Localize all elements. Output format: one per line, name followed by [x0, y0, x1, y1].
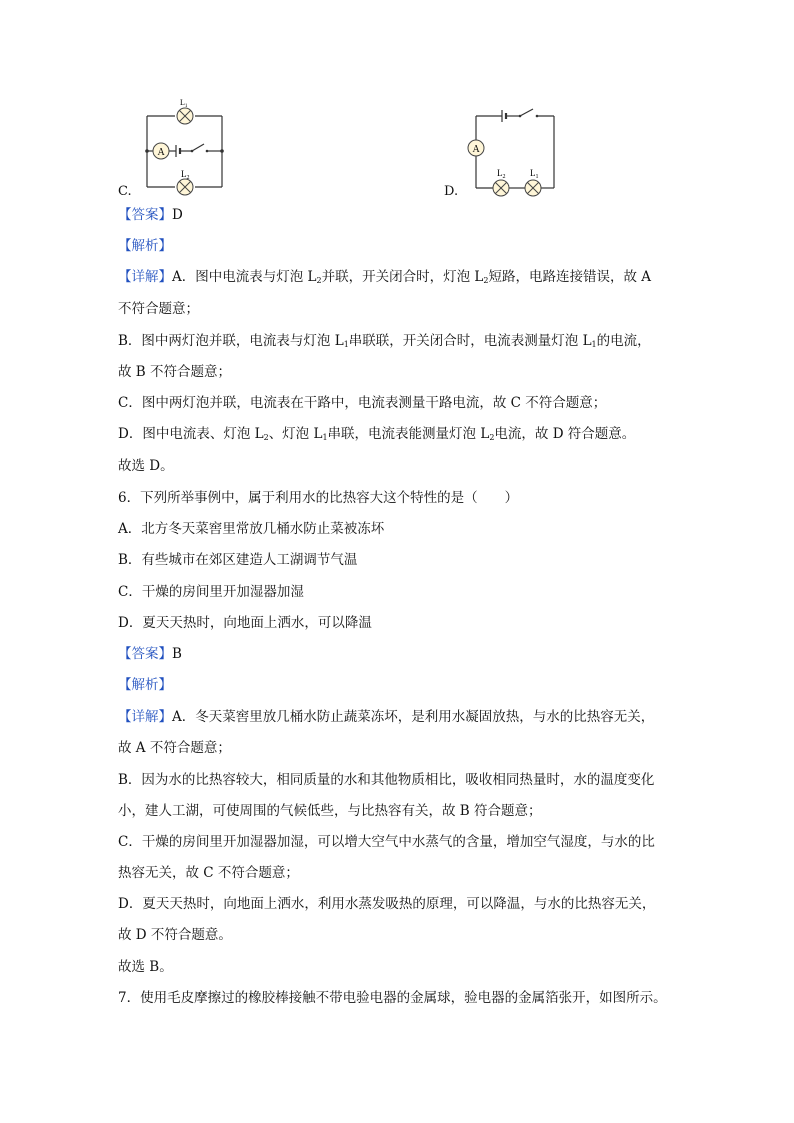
- q6-detail-d-line1: D．夏天天热时，向地面上洒水，利用水蒸发吸热的原理，可以降温，与水的比热容无关，: [118, 896, 656, 912]
- circuit-diagram-c: [118, 96, 258, 201]
- circuit-diagram-d: [444, 96, 584, 201]
- lamp-l2-label: $L_2$: [181, 169, 190, 181]
- figure-d-option-label: D.: [444, 184, 459, 199]
- q5-detail-b-line2: 故 B 不符合题意；: [118, 364, 232, 380]
- q5-detail-d-line1: D．图中电流表、灯泡 $L_2$、灯泡 $L_1$串联，电流表能测量灯泡 $L_2$电流，故 D 符合题意。: [118, 426, 636, 442]
- q6-analysis-tag: 【解析】: [118, 677, 172, 693]
- q5-detail-a-line1: 【详解】A．图中电流表与灯泡 $L_2$并联，开关闭合时，灯泡 $L_2$短路，电路连接错误，故 A: [118, 269, 652, 285]
- q7-stem: 7．使用毛皮摩擦过的橡胶棒接触不带电验电器的金属球，验电器的金属箔张开，如图所示。: [118, 990, 667, 1006]
- q6-option-c: C．干燥的房间里开加湿器加湿: [118, 584, 304, 600]
- q6-detail-a-line2: 故 A 不符合题意；: [118, 740, 231, 756]
- q5-detail-a-line2: 不符合题意；: [118, 301, 199, 317]
- figure-d: [444, 96, 584, 201]
- q6-option-d: D．夏天天热时，向地面上洒水，可以降温: [118, 615, 372, 631]
- q5-detail-b-line1: B．图中两灯泡并联，电流表与灯泡 $L_1$串联联，开关闭合时，电流表测量灯泡 $L_1$的电流，: [118, 333, 651, 349]
- q6-detail-b-line1: B．因为水的比热容较大，相同质量的水和其他物质相比，吸收相同热量时，水的温度变化: [118, 772, 655, 788]
- q6-detail-c-line1: C．干燥的房间里开加湿器加湿，可以增大空气中水蒸气的含量，增加空气湿度，与水的比: [118, 834, 655, 850]
- svg-text:A: A: [157, 147, 165, 158]
- ammeter-icon: [153, 143, 169, 159]
- lamp-l1-label: $L_1$: [530, 168, 539, 180]
- lamp-l2-icon: [177, 179, 193, 195]
- q6-detail-d-line2: 故 D 不符合题意。: [118, 927, 232, 943]
- q6-conclusion: 故选 B。: [118, 959, 173, 975]
- q5-conclusion: 故选 D。: [118, 458, 174, 474]
- ammeter-icon: [468, 140, 484, 156]
- lamp-l1-label: $L_1$: [180, 98, 188, 109]
- svg-text:A: A: [472, 144, 480, 155]
- lamp-l1-icon: [525, 180, 541, 196]
- figure-c: [118, 96, 258, 201]
- q5-detail-c-line1: C．图中两灯泡并联，电流表在干路中，电流表测量干路电流，故 C 不符合题意；: [118, 395, 607, 411]
- q6-detail-a-line1: 【详解】A．冬天菜窖里放几桶水防止蔬菜冻坏，是利用水凝固放热，与水的比热容无关，: [118, 709, 655, 725]
- q6-answer: 【答案】B: [118, 646, 182, 662]
- q6-detail-b-line2: 小，建人工湖，可使周围的气候低些，与比热容有关，故 B 符合题意；: [118, 803, 542, 819]
- q6-stem: 6．下列所举事例中，属于利用水的比热容大这个特性的是（ ）: [118, 490, 519, 506]
- q6-detail-c-line2: 热容无关，故 C 不符合题意；: [118, 865, 299, 881]
- q5-answer: 【答案】D: [118, 207, 183, 223]
- lamp-l1-icon: [177, 108, 193, 124]
- q6-option-a: A．北方冬天菜窖里常放几桶水防止菜被冻坏: [118, 521, 385, 537]
- lamp-l2-icon: [493, 180, 509, 196]
- q5-analysis-tag: 【解析】: [118, 238, 172, 254]
- figure-c-option-label: C.: [118, 184, 132, 199]
- lamp-l2-label: $L_2$: [497, 168, 506, 180]
- q6-option-b: B．有些城市在郊区建造人工湖调节气温: [118, 552, 358, 568]
